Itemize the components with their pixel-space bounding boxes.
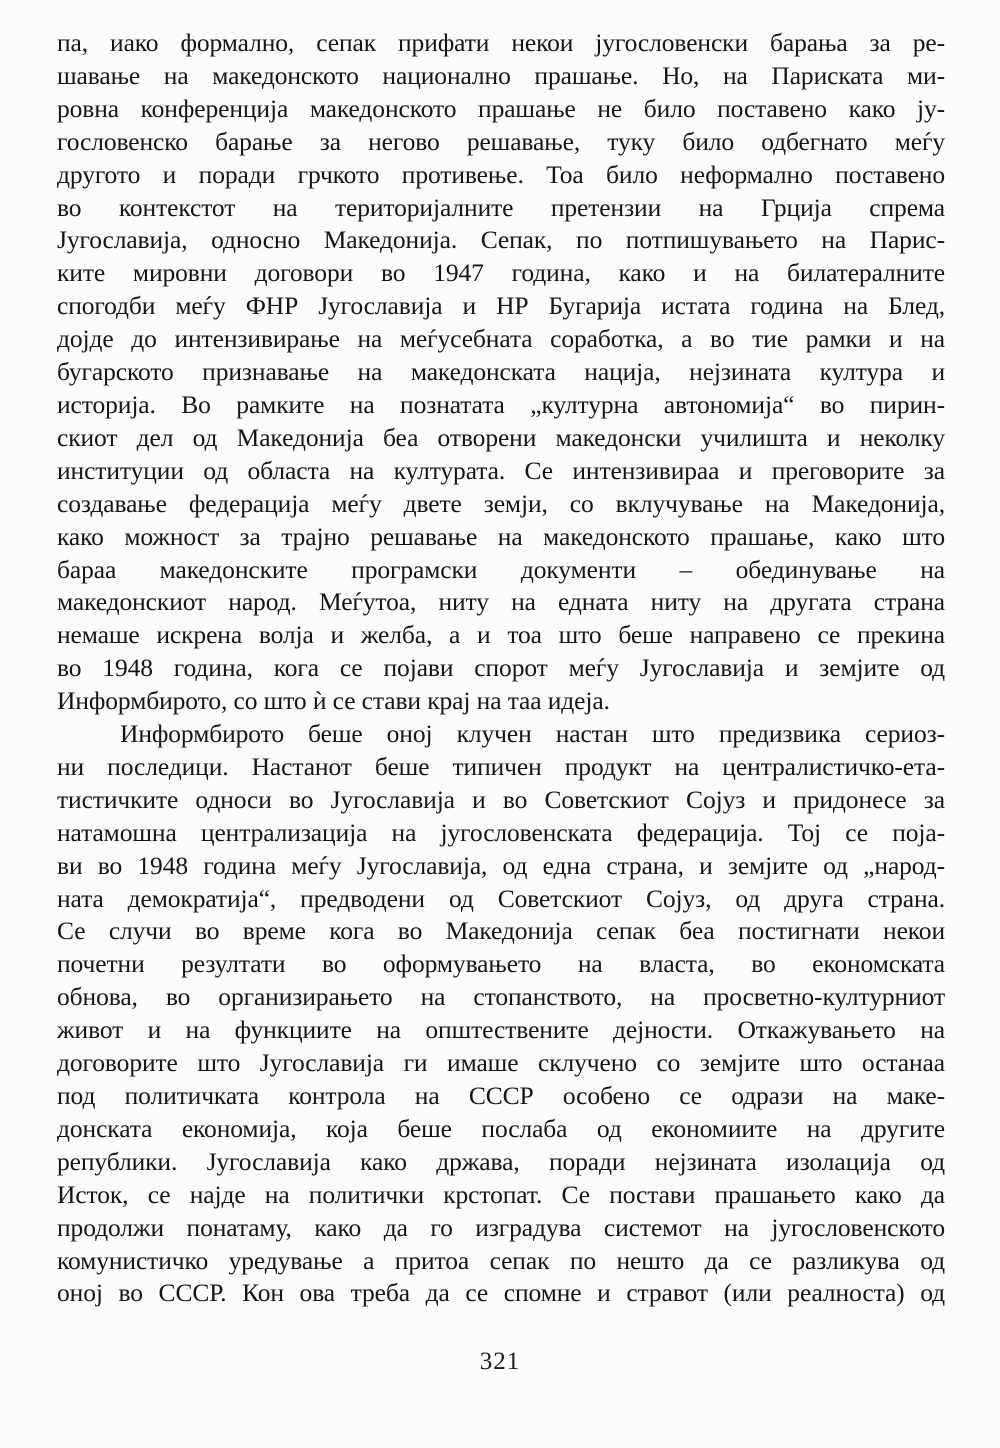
text-line: почетни резултати во оформувањето на власта, во економската — [57, 949, 945, 979]
page-number: 321 — [479, 1348, 521, 1375]
text-line: бараа македонските програмски документи – обединување на — [57, 554, 945, 584]
text-line: ни последици. Настанот беше типичен продукт на централистичко-ета- — [57, 751, 945, 781]
text-line: Југославија, односно Македонија. Сепак, по потпишувањето на Парис- — [57, 225, 945, 255]
text-line: договорите што Југославија ги имаше склучено со земјите што останаа — [57, 1048, 945, 1078]
text-line: историја. Во рамките на познатата „културна автономија“ во пирин- — [57, 389, 945, 419]
text-line: гословенско барање за негово решавање, туку било одбегнато меѓу — [57, 126, 945, 156]
text-line: живот и на функциите на општествените дејности. Откажувањето на — [57, 1015, 945, 1045]
text-line: ровна конференција македонското прашање не било поставено како ју- — [57, 93, 945, 123]
text-line: донската економија, која беше послаба од економиите на другите — [57, 1113, 945, 1143]
text-line: Се случи во време кога во Македонија сепак беа постигнати некои — [57, 916, 945, 946]
text-line: ви во 1948 година меѓу Југославија, од една страна, и земјите од „народ- — [57, 850, 945, 880]
text-line: како можност за трајно решавање на македонското прашање, како што — [57, 521, 945, 551]
text-line: во 1948 година, кога се појави спорот меѓу Југославија и земјите од — [57, 653, 945, 683]
text-line: институции од областа на културата. Се интензивираа и преговорите за — [57, 455, 945, 485]
text-line: во контекстот на територијалните претензии на Грција спрема — [57, 192, 945, 222]
text-line: македонскиот народ. Меѓутоа, ниту на едната ниту на другата страна — [57, 587, 945, 617]
text-line: продолжи понатаму, како да го изградува системот на југословенското — [57, 1212, 945, 1242]
text-line: шавање на македонското национално прашање. Но, на Париската ми- — [57, 60, 945, 90]
text-line: дојде до интензивирање на меѓусебната соработка, а во тие рамки и на — [57, 324, 945, 354]
text-line: оној во СССР. Кон ова треба да се спомне и стравот (или реалноста) од — [57, 1278, 945, 1308]
body-text — [57, 27, 945, 1310]
text-line: спогодби меѓу ФНР Југославија и НР Бугарија истата година на Блед, — [57, 291, 945, 321]
text-line: Информбирото, со што ѝ се стави крај на таа идеја. — [57, 686, 610, 716]
text-line: обнова, во организирањето на стопанството, на просветно-културниот — [57, 982, 945, 1012]
text-line: тистичките односи во Југославија и во Советскиот Сојуз и придонесе за — [57, 784, 945, 814]
text-line: бугарското признавање на македонската нација, нејзината култура и — [57, 357, 945, 387]
text-line: Исток, се најде на политички крстопат. Се постави прашањето како да — [57, 1179, 945, 1209]
text-line: ките мировни договори во 1947 година, како и на билатералните — [57, 258, 945, 288]
text-line: комунистичко уредување а притоа сепак по нешто да се разликува од — [57, 1245, 945, 1275]
text-line: ната демократија“, предводени од Советскиот Сојуз, од друга страна. — [57, 883, 945, 913]
text-line: па, иако формално, сепак прифати некои југословенски барања за ре- — [57, 28, 945, 57]
text-line: Информбирото беше оној клучен настан што предизвика сериоз- — [120, 719, 945, 749]
text-line: под политичката контрола на СССР особено се одрази на маке- — [57, 1081, 945, 1110]
text-line: скиот дел од Македонија беа отворени македонски училишта и неколку — [57, 422, 945, 452]
text-line: другото и поради грчкото противење. Тоа било неформално поставено — [57, 159, 945, 189]
text-line: немаше искрена волја и желба, а и тоа што беше направено се прекина — [57, 620, 945, 650]
text-line: републики. Југославија како држава, поради нејзината изолација од — [57, 1146, 945, 1176]
text-line: создавање федерација меѓу двете земји, со вклучување на Македонија, — [57, 488, 945, 518]
text-line: натамошна централизација на југословенската федерација. Тој се поја- — [57, 817, 945, 847]
